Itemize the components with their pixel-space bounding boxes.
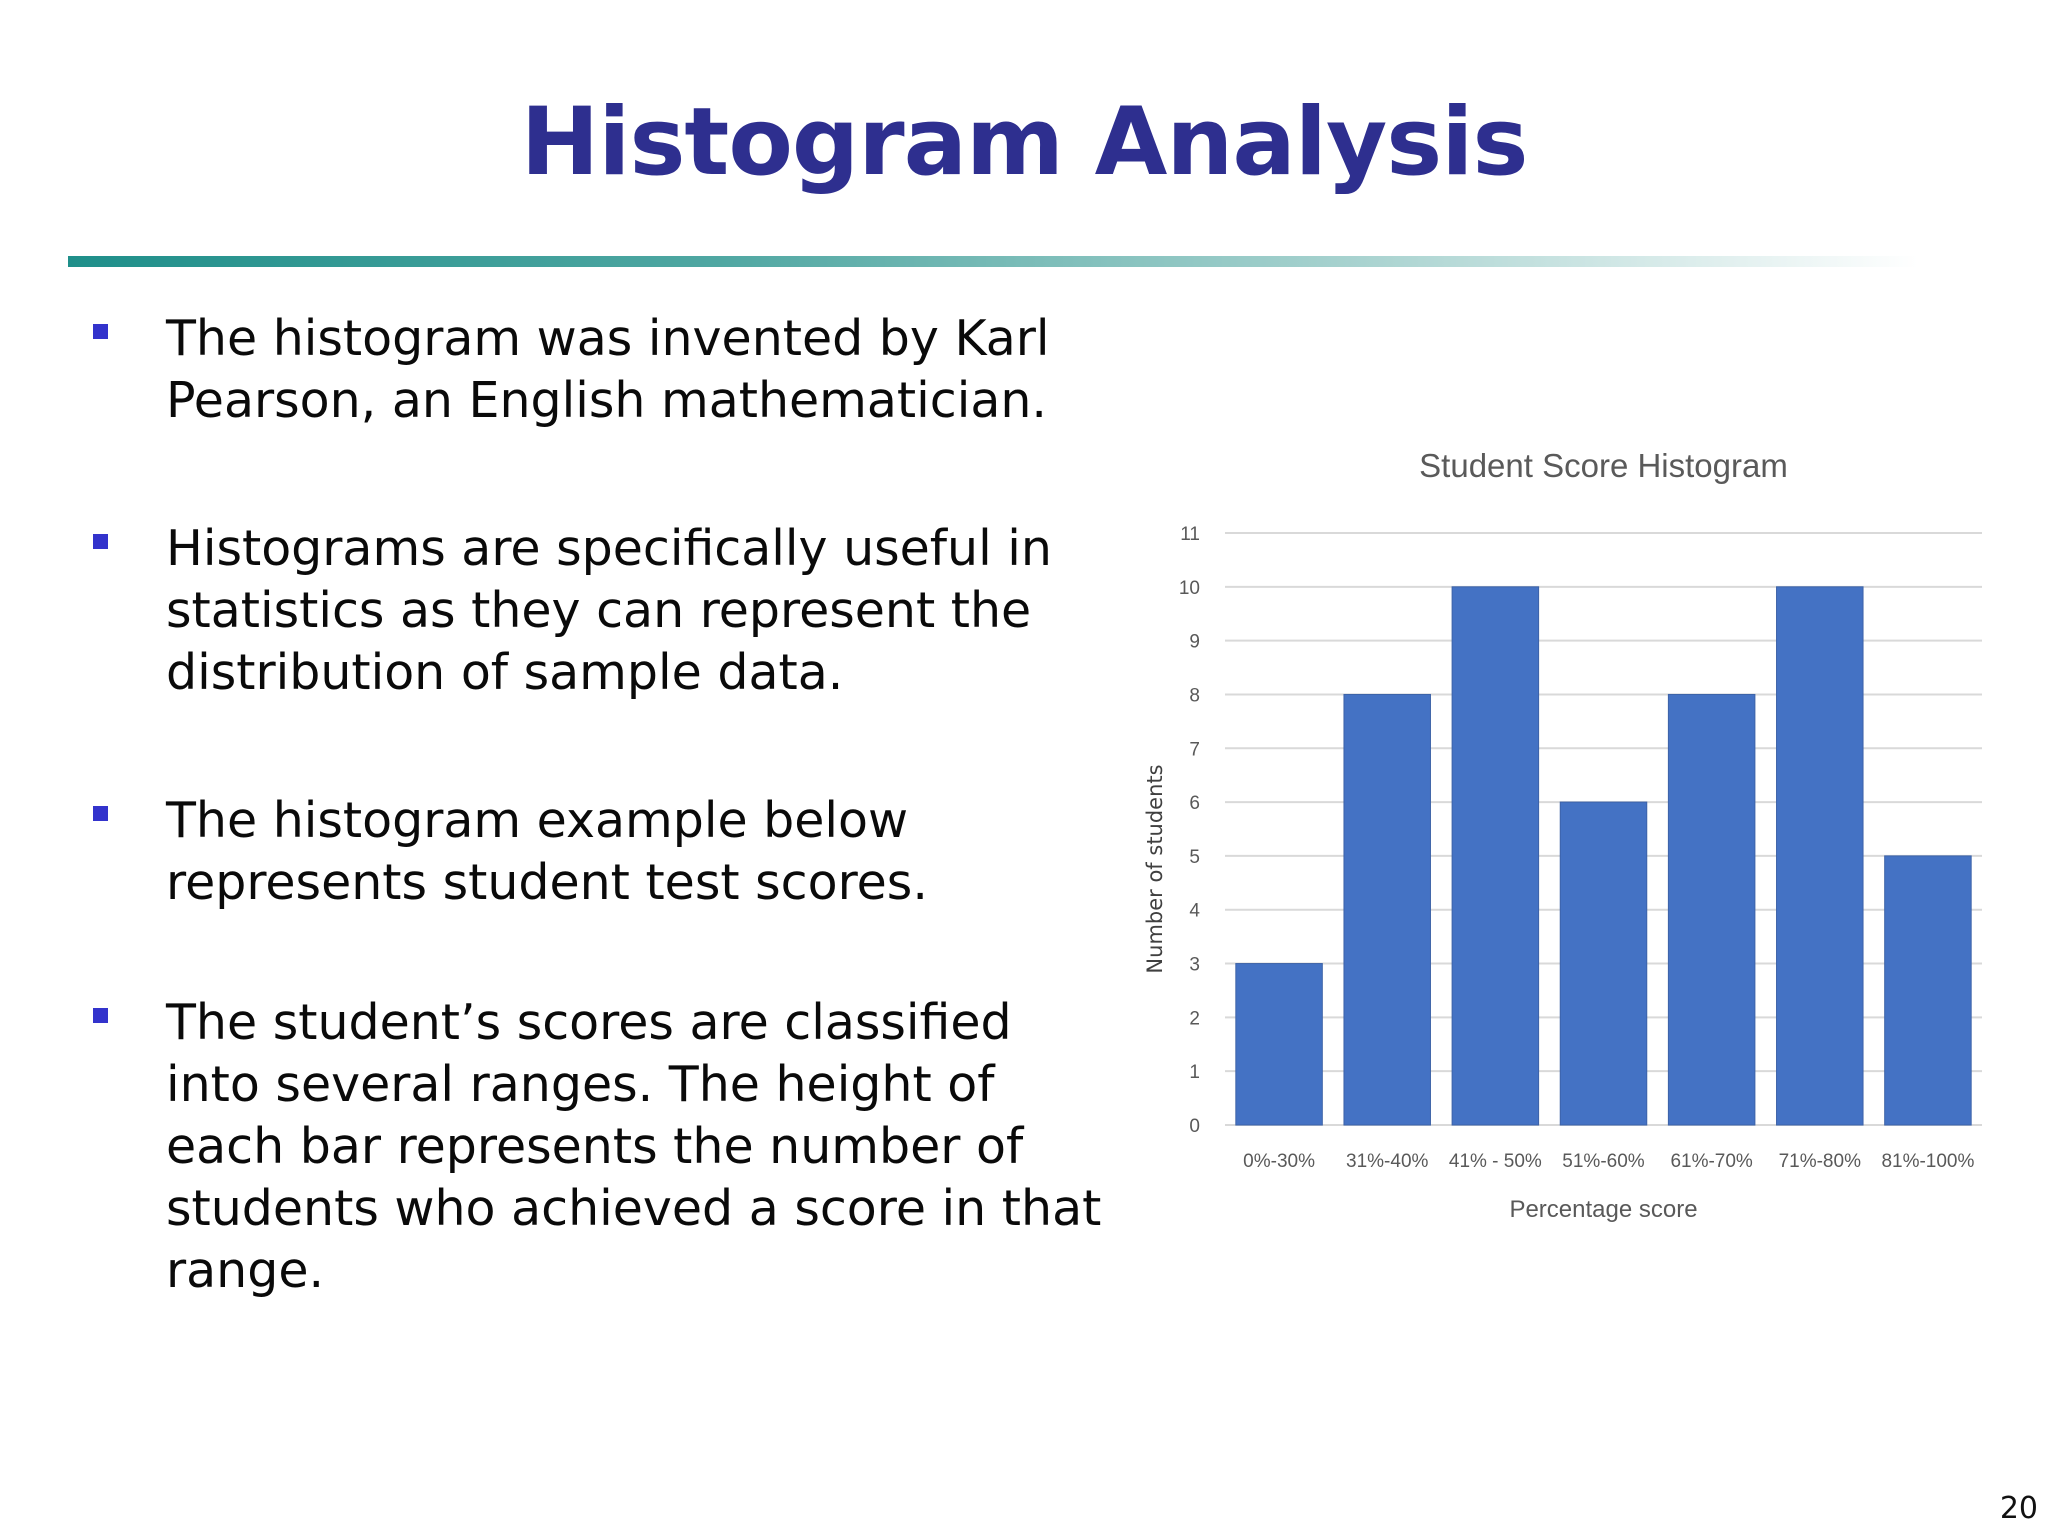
x-tick-label: 51%-60% [1562, 1151, 1645, 1172]
y-tick-label: 0 [1189, 1116, 1200, 1137]
histogram-bar [1344, 694, 1431, 1125]
histogram-chart [1130, 435, 1990, 1245]
square-bullet-icon [93, 1008, 108, 1023]
y-tick-label: 11 [1180, 524, 1200, 545]
y-tick-label: 6 [1189, 793, 1200, 815]
bullet-text: The histogram example below represents student test scores. [166, 792, 928, 911]
bullet-text: Histograms are specifically useful in statistics as they can represent the distribution of sample data. [166, 520, 1052, 701]
y-tick-label: 1 [1189, 1062, 1200, 1084]
bullet-item [88, 308, 1108, 432]
bullet-text: The student’s scores are classified into several ranges. The height of each bar represents the number of students who achieved a score in that range. [166, 994, 1102, 1299]
y-tick-label: 9 [1189, 631, 1200, 653]
y-tick-label: 8 [1189, 685, 1200, 707]
x-tick-label: 61%-70% [1670, 1151, 1753, 1172]
y-tick-label: 3 [1189, 954, 1200, 976]
x-tick-label: 71%-80% [1778, 1151, 1861, 1172]
bullet-item [88, 518, 1108, 704]
y-tick-label: 10 [1178, 577, 1200, 599]
y-tick-label: 4 [1189, 900, 1200, 922]
y-tick-label: 5 [1189, 846, 1200, 868]
page-number: 20 [1999, 1491, 2038, 1526]
bullet-text: The histogram was invented by Karl Pearson, an English mathematician. [166, 310, 1050, 429]
bullet-item [88, 992, 1108, 1302]
x-tick-label: 0%-30% [1243, 1151, 1315, 1172]
x-tick-label: 81%-100% [1881, 1151, 1975, 1172]
bullet-item [88, 790, 1108, 914]
square-bullet-icon [93, 534, 108, 549]
histogram-bar [1236, 964, 1323, 1125]
histogram-bar [1560, 802, 1647, 1125]
y-tick-label: 2 [1189, 1008, 1200, 1030]
histogram-bar [1885, 856, 1972, 1125]
histogram-bar [1668, 694, 1755, 1125]
y-tick-label: 7 [1189, 739, 1200, 761]
square-bullet-icon [93, 806, 108, 821]
bullet-list [88, 308, 1108, 1388]
x-axis-label: Percentage score [1509, 1196, 1698, 1223]
title-divider [68, 256, 1918, 267]
histogram-bar [1777, 587, 1864, 1125]
square-bullet-icon [93, 324, 108, 339]
x-tick-label: 31%-40% [1346, 1151, 1429, 1172]
chart-title: Student Score Histogram [1419, 447, 1788, 484]
histogram-bar [1452, 587, 1539, 1125]
slide-title: Histogram Analysis [520, 88, 1528, 197]
y-axis-label: Number of students [1143, 764, 1167, 974]
x-tick-label: 41% - 50% [1448, 1151, 1542, 1172]
